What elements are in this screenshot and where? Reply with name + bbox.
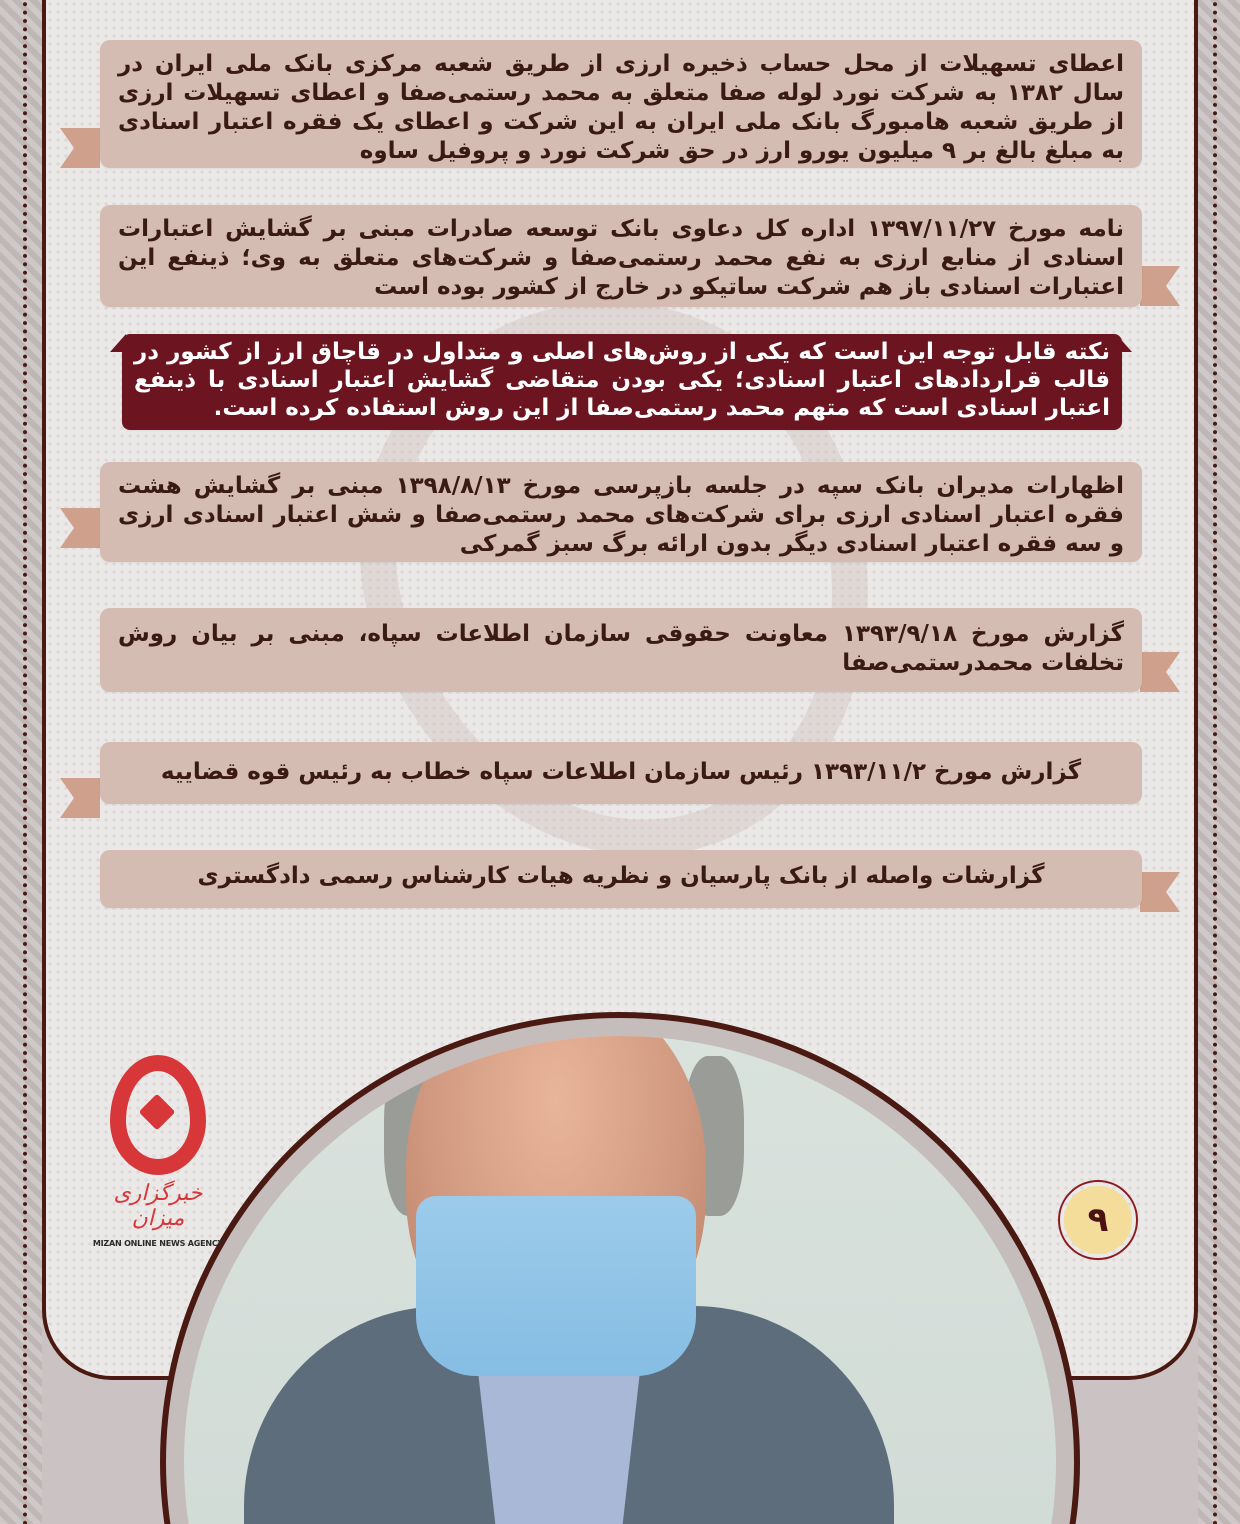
- info-block-text: گزارشات واصله از بانک پارسیان و نظریه هیات کارشناس رسمی دادگستری: [197, 863, 1045, 889]
- info-block-text: اعطای تسهیلات از محل حساب ذخیره ارزی از طریق شعبه مرکزی بانک ملی ایران در سال ۱۳۸۲ به شرکت نورد لوله صفا متعلق به محمد رستمی‌صفا و اعطای تسهیلات ارزی از طریق شعبه هامبورگ بانک ملی ایران به این شرکت و اعطای یک فقره اعتبار اسنادی به مبلغ بالغ بر ۹ میلیون یورو ارز در حق شرکت نورد و پروفیل ساوه: [118, 51, 1124, 164]
- mizan-logo: [88, 1055, 228, 1255]
- page-number-badge: [1058, 1180, 1138, 1260]
- info-block-7: [100, 850, 1142, 908]
- ornamental-border-left: [0, 0, 42, 1524]
- logo-name-en: MIZAN ONLINE NEWS AGENCY: [92, 1239, 224, 1248]
- info-block-text: اظهارات مدیران بانک سپه در جلسه بازپرسی مورخ ۱۳۹۸/۸/۱۳ مبنی بر گشایش هشت فقره اعتبار اسنادی ارزی برای شرکت‌های محمد رستمی‌صفا و شش اعتبار اسنادی ارزی و سه فقره اعتبار اسنادی دیگر بدون ارائه برگ سبز گمرکی: [118, 473, 1124, 557]
- highlight-note-block: [122, 334, 1122, 430]
- photo-face-mask: [416, 1196, 696, 1376]
- ornamental-border-right: [1198, 0, 1240, 1524]
- page-number: ۹: [1064, 1186, 1132, 1254]
- highlight-note-text: نکته قابل توجه این است که یکی از روش‌های اصلی و متداول در قاچاق ارز از کشور در قالب قراردادهای اعتبار اسنادی؛ یکی بودن متقاضی گشایش اعتبار اسنادی با ذینفع اعتبار اسنادی است که متهم محمد رستمی‌صفا از این روش استفاده کرده است.: [134, 339, 1110, 421]
- info-block-text: گزارش مورخ ۱۳۹۳/۹/۱۸ معاونت حقوقی سازمان اطلاعات سپاه، مبنی بر بیان روش تخلفات محمدرستمی‌صفا: [118, 621, 1124, 676]
- mizan-logo-icon: [110, 1055, 206, 1175]
- info-block-6: [100, 742, 1142, 804]
- dotted-line-left: [23, 0, 27, 1524]
- logo-name-fa: خبرگزاری میزان: [113, 1181, 203, 1231]
- dotted-line-right: [1213, 0, 1217, 1524]
- info-block-text: نامه مورخ ۱۳۹۷/۱۱/۲۷ اداره کل دعاوی بانک توسعه صادرات مبنی بر گشایش اعتبارات اسنادی از منابع ارزی به نفع محمد رستمی‌صفا و شرکت‌های متعلق به وی؛ ذینفع این اعتبارات اسنادی باز هم شرکت ساتیکو در خارج از کشور بوده است: [118, 216, 1124, 300]
- info-block-4: [100, 462, 1142, 562]
- info-block-1: [100, 40, 1142, 168]
- info-block-5: [100, 608, 1142, 692]
- info-block-text: گزارش مورخ ۱۳۹۳/۱۱/۲ رئیس سازمان اطلاعات سپاه خطاب به رئیس قوه قضاییه: [160, 759, 1082, 785]
- info-block-2: [100, 205, 1142, 307]
